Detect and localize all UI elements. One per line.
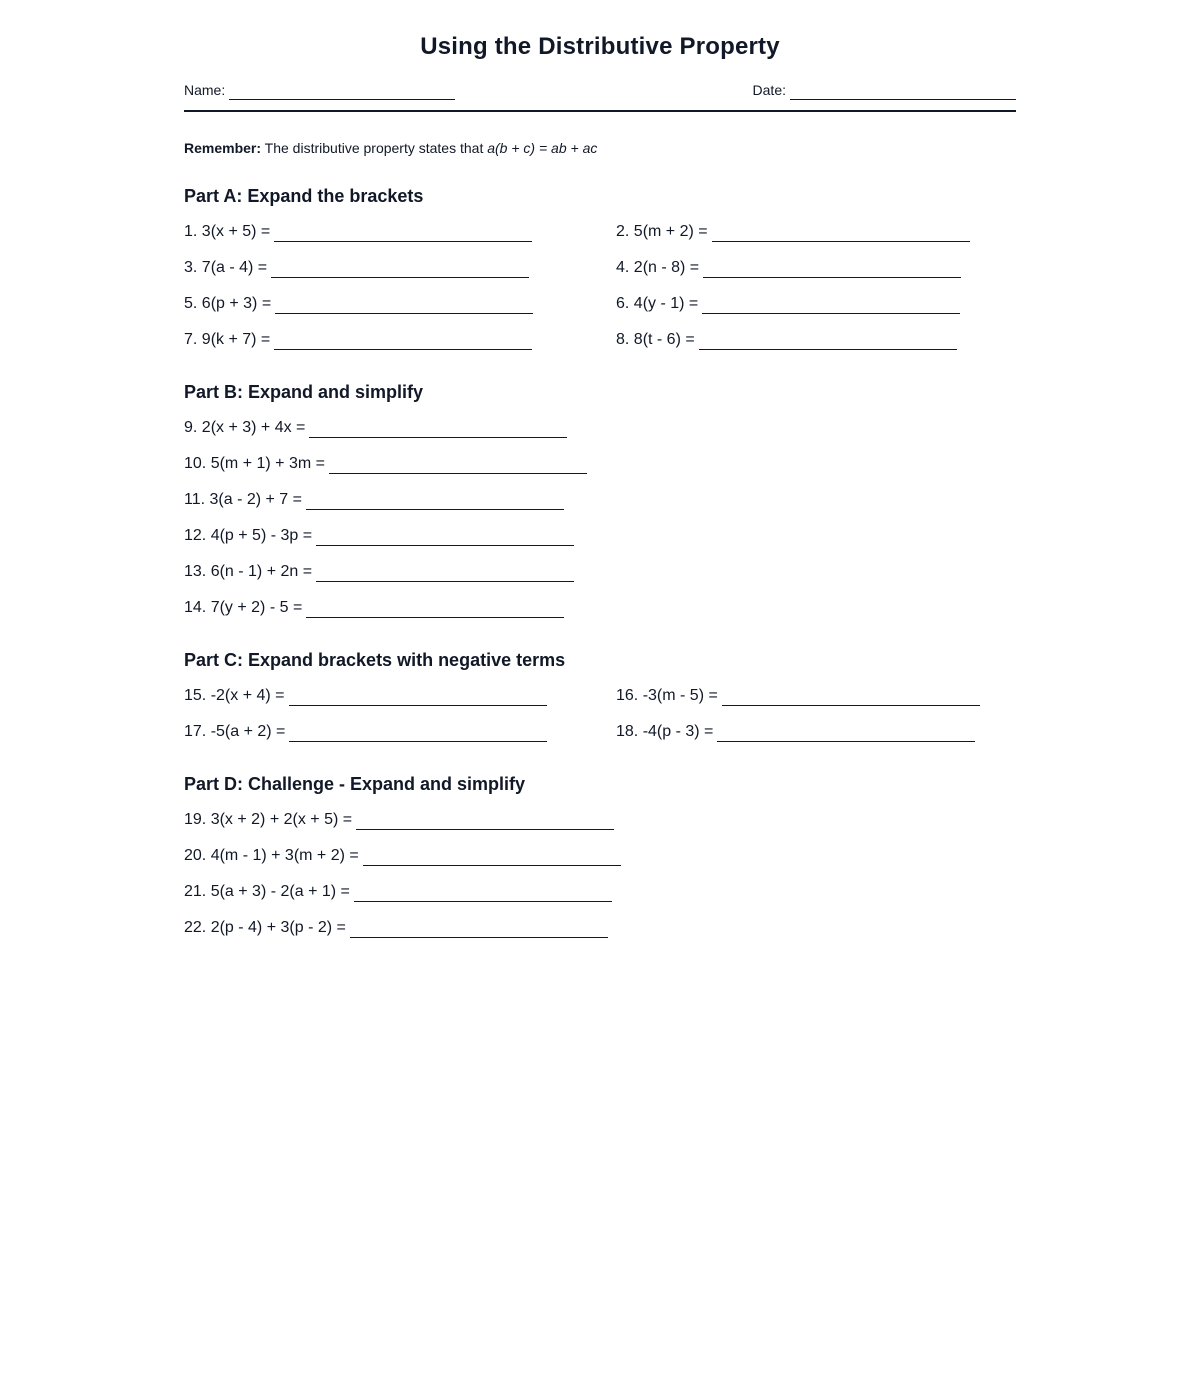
- answer-line[interactable]: [274, 332, 532, 350]
- worksheet-page: [184, 0, 1016, 938]
- problem: [184, 686, 616, 706]
- answer-line[interactable]: [356, 812, 614, 830]
- problem: [616, 294, 1016, 314]
- answer-line[interactable]: [717, 724, 975, 742]
- remember-note: [184, 138, 1016, 158]
- problem: [616, 686, 1016, 706]
- problem-text: 8. 8(t - 6) =: [616, 331, 695, 348]
- problem: [184, 918, 1016, 938]
- problem-text: 13. 6(n - 1) + 2n =: [184, 563, 313, 580]
- problem: [184, 598, 1016, 618]
- problem-text: 3. 7(a - 4) =: [184, 259, 268, 276]
- problem-text: 1. 3(x + 5) =: [184, 223, 271, 240]
- problem-text: 9. 2(x + 3) + 4x =: [184, 419, 306, 436]
- name-field: [184, 80, 455, 100]
- section-heading-part-b: Part B: Expand and simplify: [184, 382, 424, 402]
- problem-text: 10. 5(m + 1) + 3m =: [184, 455, 325, 472]
- problem-text: 11. 3(a - 2) + 7 =: [184, 491, 302, 508]
- header-row: [184, 80, 1016, 112]
- problem-text: 4. 2(n - 8) =: [616, 259, 700, 276]
- problem: [616, 222, 1016, 242]
- section-heading-part-d: Part D: Challenge - Expand and simplify: [184, 774, 526, 794]
- remember-text: The distributive property states that: [264, 140, 484, 156]
- page-title: Using the Distributive Property: [420, 33, 780, 60]
- answer-line[interactable]: [712, 224, 970, 242]
- problem-grid-part-a: [184, 222, 1016, 350]
- problem-text: 7. 9(k + 7) =: [184, 331, 271, 348]
- problem-grid-part-c: [184, 686, 1016, 742]
- answer-line[interactable]: [275, 296, 533, 314]
- problem-text: 17. -5(a + 2) =: [184, 723, 286, 740]
- problem-text: 20. 4(m - 1) + 3(m + 2) =: [184, 847, 359, 864]
- problem: [616, 330, 1016, 350]
- section-heading-part-a: Part A: Expand the brackets: [184, 186, 424, 206]
- answer-line[interactable]: [354, 884, 612, 902]
- problem-list-part-d: [184, 810, 1016, 938]
- answer-line[interactable]: [309, 420, 567, 438]
- remember-label: Remember:: [184, 140, 262, 156]
- problem: [616, 722, 1016, 742]
- answer-line[interactable]: [350, 920, 608, 938]
- problem: [184, 526, 1016, 546]
- answer-line[interactable]: [329, 456, 587, 474]
- problem: [184, 454, 1016, 474]
- problem: [184, 882, 1016, 902]
- problem-text: 15. -2(x + 4) =: [184, 687, 285, 704]
- problem: [184, 222, 616, 242]
- answer-line[interactable]: [316, 564, 574, 582]
- answer-line[interactable]: [316, 528, 574, 546]
- problem-text: 14. 7(y + 2) - 5 =: [184, 599, 303, 616]
- problem: [184, 330, 616, 350]
- answer-line[interactable]: [306, 492, 564, 510]
- problem: [184, 490, 1016, 510]
- problem: [184, 294, 616, 314]
- problem: [184, 562, 1016, 582]
- name-label: Name:: [184, 82, 226, 98]
- problem-text: 22. 2(p - 4) + 3(p - 2) =: [184, 919, 346, 936]
- problem-text: 19. 3(x + 2) + 2(x + 5) =: [184, 811, 353, 828]
- problem: [616, 258, 1016, 278]
- answer-line[interactable]: [702, 296, 960, 314]
- problem: [184, 418, 1016, 438]
- problem: [184, 722, 616, 742]
- answer-line[interactable]: [306, 600, 564, 618]
- answer-line[interactable]: [363, 848, 621, 866]
- problem: [184, 810, 1016, 830]
- problem: [184, 258, 616, 278]
- date-field: [753, 80, 1016, 100]
- answer-line[interactable]: [271, 260, 529, 278]
- answer-line[interactable]: [722, 688, 980, 706]
- date-input-line[interactable]: [790, 83, 1016, 100]
- section-heading-part-c: Part C: Expand brackets with negative terms: [184, 650, 566, 670]
- problem-text: 5. 6(p + 3) =: [184, 295, 272, 312]
- problem-list-part-b: [184, 418, 1016, 618]
- problem-text: 21. 5(a + 3) - 2(a + 1) =: [184, 883, 350, 900]
- name-input-line[interactable]: [229, 83, 455, 100]
- answer-line[interactable]: [289, 688, 547, 706]
- answer-line[interactable]: [274, 224, 532, 242]
- remember-formula: a(b + c) = ab + ac: [487, 140, 598, 156]
- answer-line[interactable]: [703, 260, 961, 278]
- answer-line[interactable]: [289, 724, 547, 742]
- problem-text: 16. -3(m - 5) =: [616, 687, 718, 704]
- answer-line[interactable]: [699, 332, 957, 350]
- problem-text: 2. 5(m + 2) =: [616, 223, 708, 240]
- problem: [184, 846, 1016, 866]
- problem-text: 6. 4(y - 1) =: [616, 295, 699, 312]
- problem-text: 12. 4(p + 5) - 3p =: [184, 527, 313, 544]
- problem-text: 18. -4(p - 3) =: [616, 723, 714, 740]
- date-label: Date:: [752, 82, 786, 98]
